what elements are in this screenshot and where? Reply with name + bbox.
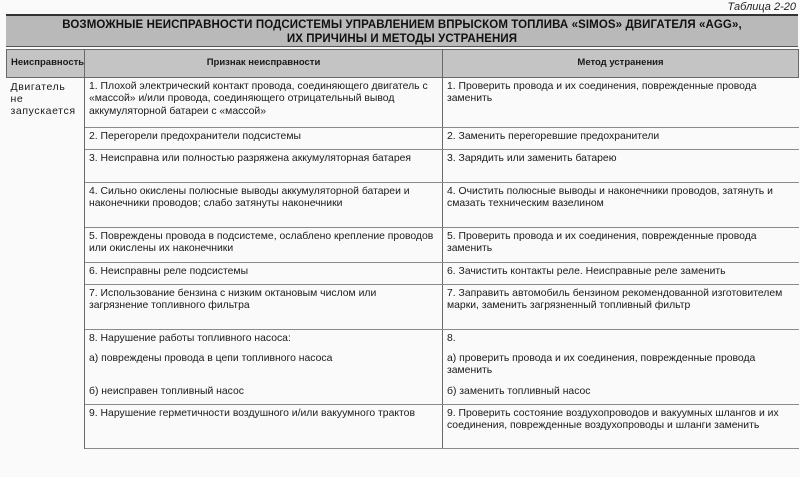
header-fault: Неисправность <box>7 50 85 78</box>
table-row <box>7 183 799 228</box>
remedy-cell: 6. Зачистить контакты реле. Неисправные реле заменить <box>443 263 799 285</box>
table-row <box>7 383 799 405</box>
symptom-cell: 7. Использование бензина с низким октановым числом или загрязнение топливного фильтра <box>85 285 443 330</box>
header-remedy: Метод устранения <box>443 50 799 78</box>
symptom-cell: 3. Неисправна или полностью разряжена аккумуляторная батарея <box>85 150 443 183</box>
table-row <box>7 150 799 183</box>
table-header-row <box>7 50 799 78</box>
remedy-cell: 4. Очистить полюсные выводы и наконечники проводов, затянуть и смазать техническим вазелином <box>443 183 799 228</box>
table-title <box>6 14 798 47</box>
remedy-cell: 1. Проверить провода и их соединения, поврежденные провода заменить <box>443 78 799 128</box>
symptom-cell: 4. Сильно окислены полюсные выводы аккумуляторной батареи и наконечники проводов; слабо затянуты наконечники <box>85 183 443 228</box>
table-row <box>7 330 799 350</box>
symptom-cell: 8. Нарушение работы топливного насоса: <box>85 330 443 350</box>
table-title-line-2: ИХ ПРИЧИНЫ И МЕТОДЫ УСТРАНЕНИЯ <box>286 33 518 45</box>
remedy-cell: 2. Заменить перегоревшие предохранители <box>443 128 799 150</box>
header-symptom: Признак неисправности <box>85 50 443 78</box>
table-row <box>7 228 799 263</box>
symptom-cell: 5. Повреждены провода в подсистеме, ослаблено крепление проводов или окислены их наконечники <box>85 228 443 263</box>
fault-table <box>6 49 799 449</box>
table-row <box>7 128 799 150</box>
symptom-cell: 2. Перегорели предохранители подсистемы <box>85 128 443 150</box>
symptom-cell: а) повреждены провода в цепи топливного насоса <box>85 350 443 383</box>
remedy-cell: б) заменить топливный насос <box>443 383 799 405</box>
remedy-cell: 7. Заправить автомобиль бензином рекомендованной изготовителем марки, заменить загрязненный топливный фильтр <box>443 285 799 330</box>
symptom-cell: б) неисправен топливный насос <box>85 383 443 405</box>
remedy-cell: а) проверить провода и их соединения, поврежденные провода заменить <box>447 352 756 376</box>
table-row <box>7 285 799 330</box>
remedy-cell: 5. Проверить провода и их соединения, поврежденные провода заменить <box>443 228 799 263</box>
table-title-line-1: ВОЗМОЖНЫЕ НЕИСПРАВНОСТИ ПОДСИСТЕМЫ УПРАВЛЕНИЕМ ВПРЫСКОМ ТОПЛИВА «SIMOS» ДВИГАТЕЛЯ «AGG», <box>62 19 742 31</box>
symptom-cell: 6. Неисправны реле подсистемы <box>85 263 443 285</box>
table-row <box>7 263 799 285</box>
table-row <box>7 350 799 383</box>
fault-cell: Двигатель не запускается <box>7 78 85 449</box>
symptom-cell: 1. Плохой электрический контакт провода, соединяющего двигатель с «массой» и/или провода, соединяющего отрицательный вывод аккумуляторной батареи с «массой» <box>85 78 443 128</box>
table-row <box>7 78 799 128</box>
remedy-cell: 9. Проверить состояние воздухопроводов и вакуумных шлангов и их соединения, поврежденные воздухопроводы и шланги заменить <box>443 405 799 449</box>
remedy-cell: 3. Зарядить или заменить батарею <box>443 150 799 183</box>
table-row <box>7 405 799 449</box>
remedy-cell: 8. <box>447 333 456 344</box>
symptom-cell: 9. Нарушение герметичности воздушного и/или вакуумного трактов <box>85 405 443 449</box>
table-number: Таблица 2-20 <box>727 1 796 13</box>
